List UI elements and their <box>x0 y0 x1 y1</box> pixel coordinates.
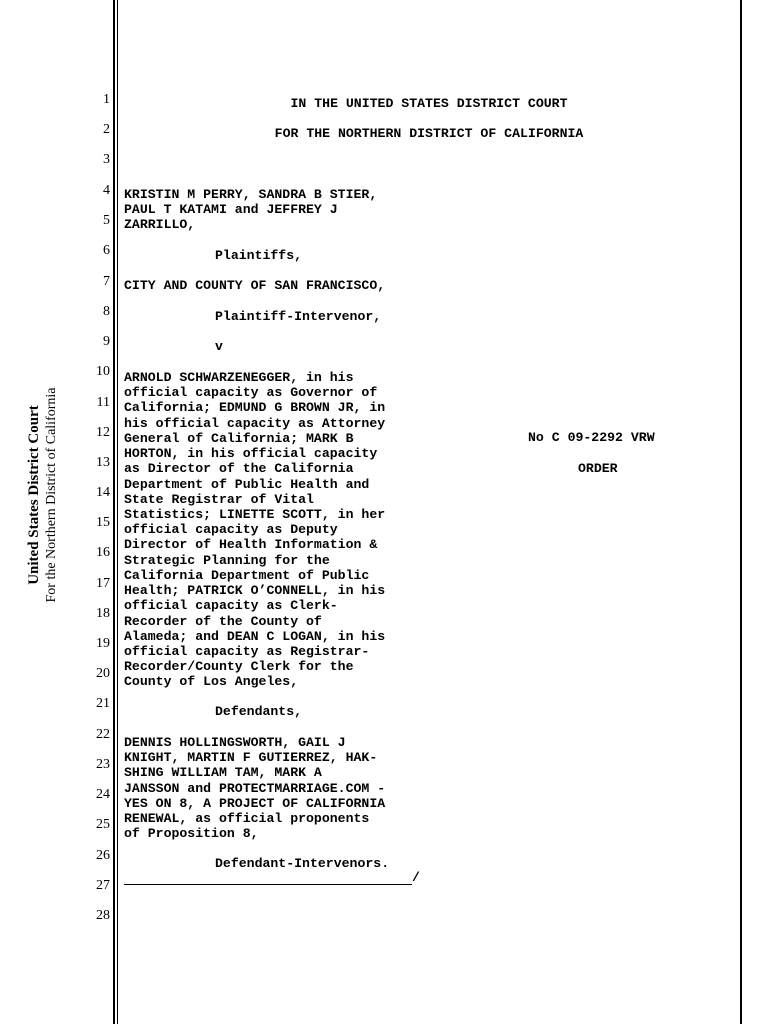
caption-text-line: as Director of the California <box>124 461 354 477</box>
heading-court: IN THE UNITED STATES DISTRICT COURT <box>290 96 568 111</box>
caption-text-line: California Department of Public <box>124 567 370 583</box>
caption-text-line: Alameda; and DEAN C LOGAN, in his <box>124 628 386 644</box>
line-number: 3 <box>103 152 110 167</box>
heading-district: FOR THE NORTHERN DISTRICT OF CALIFORNIA <box>274 126 584 141</box>
line-number: 4 <box>103 183 110 198</box>
line-number: 2 <box>103 122 110 137</box>
caption-text-line: California; EDMUND G BROWN JR, in <box>124 400 386 416</box>
line-number: 11 <box>96 395 110 410</box>
caption-text-line: KNIGHT, MARTIN F GUTIERREZ, HAK- <box>124 750 378 766</box>
line-number: 7 <box>103 274 110 289</box>
side-label-district: For the Northern District of California <box>44 387 59 603</box>
line-number: 6 <box>103 243 110 258</box>
line-number: 14 <box>96 485 110 500</box>
intervenor-role: Plaintiff-Intervenor, <box>215 309 382 324</box>
line-number: 18 <box>96 606 110 621</box>
plaintiff-names-line: PAUL T KATAMI and JEFFREY J <box>124 202 338 217</box>
line-number: 21 <box>96 696 110 711</box>
court-side-label <box>26 387 60 602</box>
line-number: 19 <box>96 636 110 651</box>
caption-text-line: official capacity as Deputy <box>124 522 338 538</box>
defendants-role: Defendants, <box>215 704 303 719</box>
caption-text-line: Recorder/County Clerk for the <box>124 659 354 675</box>
line-number: 12 <box>96 425 110 440</box>
line-number: 13 <box>96 455 110 470</box>
plaintiff-names-line: ZARRILLO, <box>124 217 196 232</box>
caption-text-line: County of Los Angeles, <box>124 674 299 690</box>
caption-text-line: SHING WILLIAM TAM, MARK A <box>124 765 322 781</box>
intervenor-name: CITY AND COUNTY OF SAN FRANCISCO, <box>124 278 386 293</box>
caption-text-line: RENEWAL, as official proponents <box>124 811 370 826</box>
line-number: 8 <box>103 304 110 319</box>
right-margin-rule <box>740 0 742 1024</box>
line-number: 16 <box>96 545 110 560</box>
line-number: 5 <box>103 213 110 228</box>
caption-text-line: DENNIS HOLLINGSWORTH, GAIL J <box>124 735 346 750</box>
line-number: 1 <box>103 92 110 107</box>
line-number: 26 <box>96 848 110 863</box>
caption-text-line: YES ON 8, A PROJECT OF CALIFORNIA <box>124 795 386 811</box>
line-number: 10 <box>96 364 110 379</box>
caption-text-line: Strategic Planning for the <box>124 552 330 568</box>
caption-text-line: official capacity as Clerk- <box>124 598 338 614</box>
line-number: 27 <box>96 878 110 893</box>
caption-text-line: JANSSON and PROTECTMARRIAGE.COM - <box>124 780 386 796</box>
line-number: 28 <box>96 908 110 923</box>
defendant-intervenors-role: Defendant-Intervenors. <box>215 856 390 871</box>
caption-text-line: ARNOLD SCHWARZENEGGER, in his <box>124 370 354 385</box>
caption-text-line: Department of Public Health and <box>124 476 370 492</box>
line-number: 9 <box>103 334 110 349</box>
case-number: No C 09-2292 VRW <box>528 430 655 445</box>
caption-text-line: official capacity as Registrar- <box>124 643 370 659</box>
caption-text-line: Statistics; LINETTE SCOTT, in her <box>124 506 386 522</box>
line-number: 25 <box>96 817 110 832</box>
caption-text-line: official capacity as Governor of <box>124 385 378 401</box>
caption-text-line: Recorder of the County of <box>124 613 322 629</box>
caption-signature-line <box>124 884 412 885</box>
document-title: ORDER <box>578 461 618 476</box>
caption-text-line: General of California; MARK B <box>124 430 354 446</box>
plaintiffs-role: Plaintiffs, <box>215 248 303 263</box>
caption-text-line: Health; PATRICK O’CONNELL, in his <box>124 583 386 599</box>
line-number: 15 <box>96 515 110 530</box>
line-number: 20 <box>96 666 110 681</box>
caption-text-line: Director of Health Information & <box>124 537 378 553</box>
line-number: 17 <box>96 576 110 591</box>
caption-text-line: his official capacity as Attorney <box>124 415 386 431</box>
caption-slash: / <box>412 870 420 885</box>
line-number: 24 <box>96 787 110 802</box>
caption-text-line: State Registrar of Vital <box>124 491 314 507</box>
left-margin-rule-inner <box>117 0 118 1024</box>
versus: v <box>215 339 223 354</box>
caption-text-line: HORTON, in his official capacity <box>124 446 378 462</box>
left-margin-rule <box>113 0 115 1024</box>
line-number: 22 <box>96 727 110 742</box>
side-label-court: United States District Court <box>26 405 42 585</box>
line-number: 23 <box>96 757 110 772</box>
plaintiff-names-line: KRISTIN M PERRY, SANDRA B STIER, <box>124 187 378 202</box>
caption-text-line: of Proposition 8, <box>124 826 259 842</box>
